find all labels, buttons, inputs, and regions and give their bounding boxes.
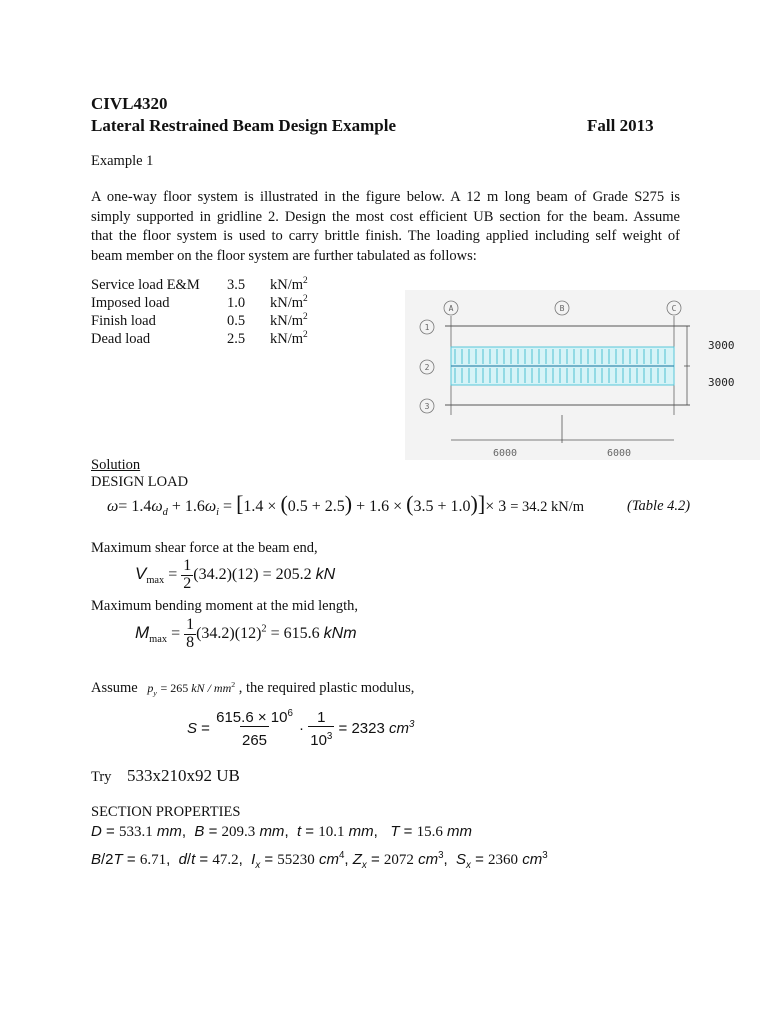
s-result: = 2323 (338, 720, 385, 738)
course-code: CIVL4320 (91, 94, 168, 113)
document-title: Lateral Restrained Beam Design Example (91, 116, 397, 135)
shear-equation: $V_{max}$ = $\frac{1}{2}$ (34.2)(12) = 205.2 kN (135, 557, 336, 592)
intro-line: beam member on the floor system are further tabulated as follows: (91, 247, 477, 264)
moment-equation: $M_{max}$ = $\frac{1}{8}$ $(34.2)(12)^2 = 615.6$ kNm (135, 616, 357, 651)
load-unit: $kN/m^2$ (270, 276, 308, 293)
section-properties-line-1: D = 533.1 mm, B = 209.3 mm, t = 10.1 mm, T = 15.6 mm (91, 823, 473, 840)
shear-description: Maximum shear force at the beam end, (91, 540, 318, 556)
solution-heading: Solution (91, 457, 141, 473)
assume-text: , the required plastic modulus, (238, 680, 415, 696)
bubble-label-c: C (671, 304, 677, 313)
prop-zx: 2072 (383, 852, 414, 868)
design-load-equation: $\omega= 1.4\omega_d + 1.6\omega_i = [1.4 \times (0.5 + 2.5) + 1.6 \times (3.5 + 1.0)]\times 3 = 34.2$ kN/m (107, 491, 585, 519)
load-name: Dead load (91, 331, 151, 347)
load-name: Finish load (91, 313, 156, 329)
try-label: Try (91, 769, 112, 785)
prop-sx: 2360 (488, 852, 519, 868)
bubble-label-b: B (559, 304, 565, 313)
load-unit: $kN/m^2$ (270, 312, 308, 329)
dim-label-bottom-left: 6000 (492, 448, 518, 459)
section-properties-heading: SECTION PROPERTIES (91, 804, 241, 820)
bubble-label-3: 3 (424, 402, 430, 411)
load-value: 1.0 (227, 295, 246, 311)
example-label: Example 1 (91, 153, 154, 169)
table-reference: (Table 4.2) (627, 498, 691, 514)
shear-unit: kN (315, 565, 336, 583)
py-value: 265 (170, 681, 189, 695)
intro-line: A one-way floor system is illustrated in the figure below. A 12 m long beam of Grade S275 is (91, 189, 680, 205)
fraction: $\frac{1}{10^3}$ (310, 709, 333, 749)
prop-B: 209.3 (221, 824, 256, 840)
moment-result: 615.6 (283, 624, 320, 642)
moment-unit: kNm (323, 624, 357, 642)
load-name: Imposed load (91, 295, 170, 311)
prop-ix: 55230 (277, 852, 315, 868)
bubble-label-1: 1 (424, 323, 430, 332)
section-properties-line-2: B/2T = 6.71, d/t = 47.2, $I_x = 55230$ $cm^4$, $Z_x = 2072$ $cm^3$, $S_x = 2360$ $cm^3$ (91, 850, 548, 871)
dim-label-right-lower: 3000 (708, 376, 735, 389)
load-value: 3.5 (227, 277, 246, 293)
load-unit: $kN/m^2$ (270, 294, 308, 311)
prop-b2t: 6.71 (139, 852, 167, 868)
intro-line: that the floor system is used to carry brittle finish. The loading applied including self weight of (91, 228, 680, 244)
load-row (91, 330, 308, 348)
prop-D: 533.1 (118, 824, 153, 840)
dim-label-bottom-right: 6000 (606, 448, 632, 459)
trial-section: 533x210x92 UB (127, 766, 240, 785)
shear-result: 205.2 (275, 565, 312, 583)
load-row (91, 294, 308, 312)
term-label: Fall 2013 (587, 116, 654, 135)
fraction: $\frac{1}{8}$ (186, 616, 195, 651)
assume-label: Assume (91, 680, 138, 696)
load-value: 0.5 (227, 313, 246, 329)
assume-line: Assume $p_y = 265$ kN / $mm^2$ , the required plastic modulus, (91, 680, 415, 698)
load-row (91, 276, 308, 294)
prop-T: 15.6 (416, 824, 443, 840)
dim-label-right-upper: 3000 (708, 339, 735, 352)
bubble-label-a: A (448, 304, 454, 313)
plastic-modulus-equation: S = $\frac{615.6 \times 10^6}{265}$ · $\frac{1}{10^3}$ = 2323 $cm^3$ (187, 708, 415, 749)
fraction: $\frac{1}{2}$ (183, 557, 192, 592)
design-load-heading: DESIGN LOAD (91, 474, 189, 490)
load-value: 2.5 (227, 331, 246, 347)
fraction: $\frac{615.6 \times 10^6}{265}$ (216, 708, 293, 749)
load-unit: $kN/m^2$ (270, 330, 308, 347)
load-table (91, 276, 308, 348)
load-row (91, 312, 308, 330)
intro-paragraph (91, 188, 680, 266)
moment-description: Maximum bending moment at the mid length, (91, 598, 359, 614)
load-name: Service load E&M (91, 277, 200, 293)
s-unit: cm (389, 720, 409, 738)
design-load-result: = 34.2 kN/m (510, 499, 585, 515)
prop-dt: 47.2 (212, 852, 239, 868)
floor-plan-figure (405, 290, 760, 460)
intro-line: simply supported in gridline 2. Design the most cost efficient UB section for the beam. Assume (91, 208, 680, 225)
bubble-label-2: 2 (424, 363, 430, 372)
prop-t: 10.1 (318, 824, 345, 840)
